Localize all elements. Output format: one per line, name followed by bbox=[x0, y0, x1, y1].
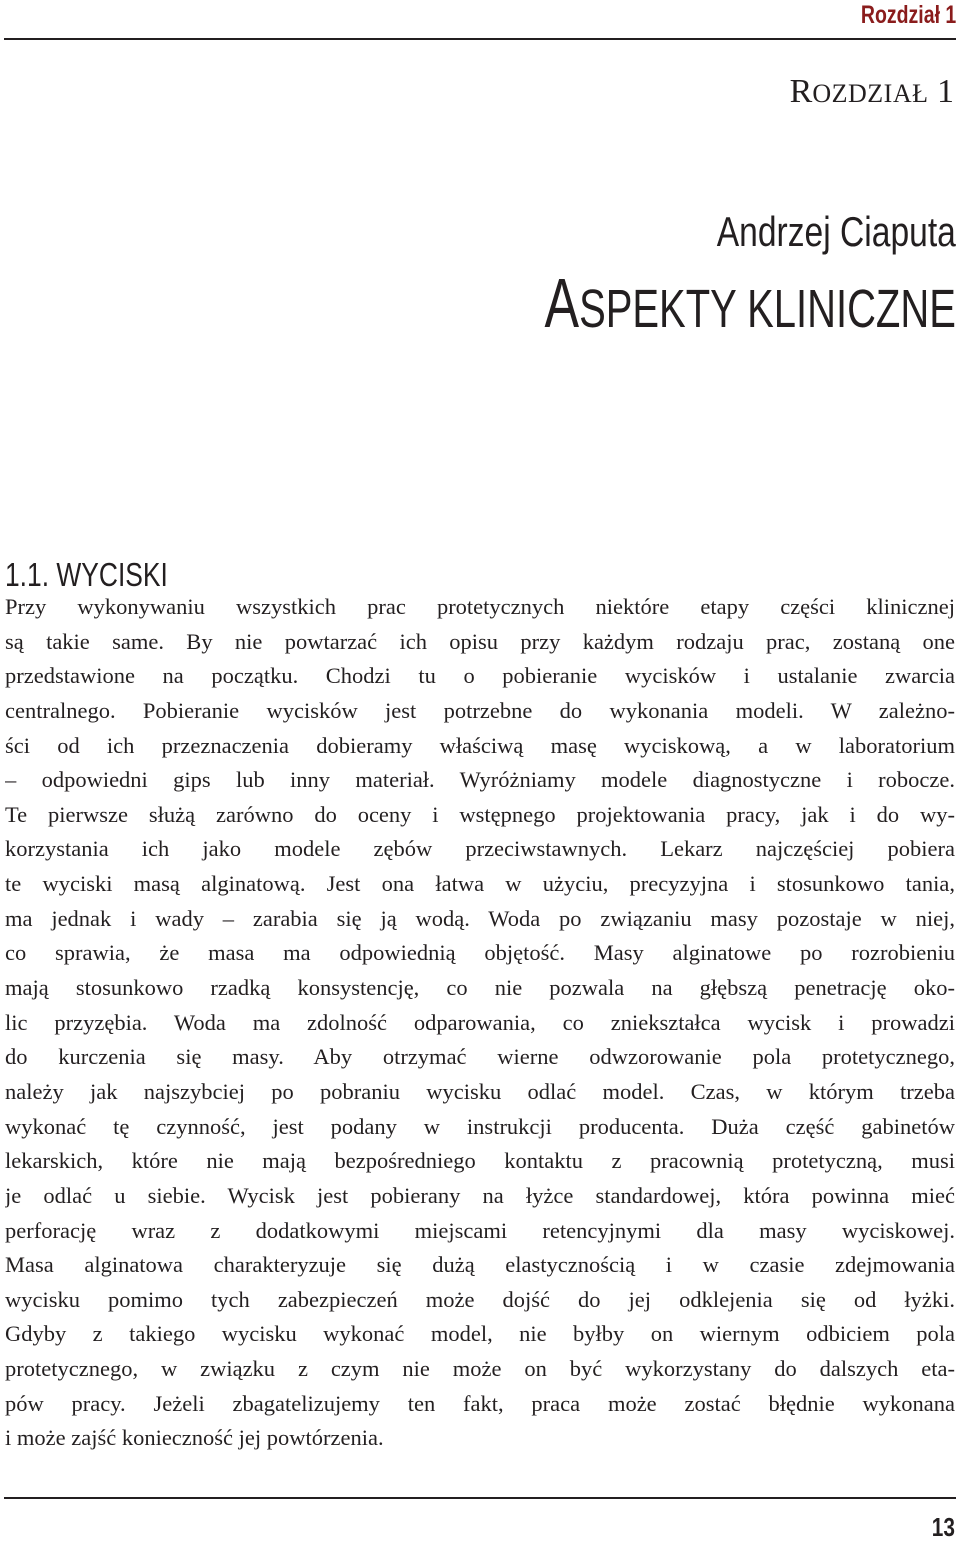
body-line: do kurczenia się masy. Aby otrzymać wierne odwzorowanie pola protetycznego, bbox=[5, 1044, 955, 1070]
chapter-author: Andrzej Ciaputa bbox=[716, 208, 956, 255]
chapter-title-initial: A bbox=[544, 264, 580, 342]
chapter-label bbox=[790, 72, 954, 114]
chapter-label-rest: OZDZIAŁ bbox=[812, 79, 929, 108]
body-line: przedstawione na początku. Chodzi tu o pobieranie wycisków i ustalanie zwarcia bbox=[5, 663, 955, 689]
chapter-title-rest: SPEKTY KLINICZNE bbox=[579, 279, 956, 339]
body-line: protetycznego, w związku z czym nie może on być wykorzystany do dalszych eta- bbox=[5, 1356, 955, 1382]
section-heading: 1.1. WYCISKI bbox=[5, 556, 168, 593]
body-line: Te pierwsze służą zarówno do oceny i wstępnego projektowania pracy, jak i do wy- bbox=[5, 801, 955, 827]
body-line: lic przyzębia. Woda ma zdolność odparowania, co zniekształca wycisk i prowadzi bbox=[5, 1009, 955, 1035]
body-paragraph bbox=[5, 590, 955, 1456]
body-line: je odlać u siebie. Wycisk jest pobierany na łyżce standardowej, która powinna mieć bbox=[5, 1182, 955, 1208]
body-line: pów pracy. Jeżeli zbagatelizujemy ten fakt, praca może zostać błędnie wykonana bbox=[5, 1390, 955, 1416]
body-line: korzystania ich jako modele zębów przeciwstawnych. Lekarz najczęściej pobiera bbox=[5, 836, 955, 862]
body-line: co sprawia, że masa ma odpowiednią objętość. Masy alginatowe po rozrobieniu bbox=[5, 940, 955, 966]
body-line: Masa alginatowa charakteryzuje się dużą elastycznością i w czasie zdejmowania bbox=[5, 1252, 955, 1278]
body-line: – odpowiedni gips lub inny materiał. Wyróżniamy modele diagnostyczne i robocze. bbox=[5, 767, 955, 793]
body-line: mają stosunkowo rzadką konsystencję, co nie pozwala na głębszą penetrację oko- bbox=[5, 975, 955, 1001]
body-line: są takie same. By nie powtarzać ich opisu przy każdym rodzaju prac, zostaną one bbox=[5, 628, 955, 654]
body-line: wycisku pomimo tych zabezpieczeń może dojść do jej odklejenia się od łyżki. bbox=[5, 1286, 955, 1312]
running-head: Rozdział 1 bbox=[860, 1, 956, 29]
chapter-title bbox=[544, 264, 956, 358]
body-line: Gdyby z takiego wycisku wykonać model, nie byłby on wiernym odbiciem pola bbox=[5, 1321, 955, 1347]
body-line: i może zajść konieczność jej powtórzenia. bbox=[5, 1425, 384, 1451]
chapter-label-initial: R bbox=[789, 73, 813, 110]
body-line: perforację wraz z dodatkowymi miejscami retencyjnymi dla masy wyciskowej. bbox=[5, 1217, 955, 1243]
body-line: Przy wykonywaniu wszystkich prac protetycznych niektóre etapy części klinicznej bbox=[5, 594, 955, 619]
body-line: te wyciski masą alginatową. Jest ona łatwa w użyciu, precyzyjna i stosunkowo tania, bbox=[5, 871, 955, 897]
body-line: wykonać tę czynność, jest podany w instrukcji producenta. Duża część gabinetów bbox=[5, 1113, 955, 1139]
body-line: ści od ich przeznaczenia dobieramy właściwą masę wyciskową, a w laboratorium bbox=[5, 732, 955, 758]
footer-rule bbox=[4, 1497, 956, 1499]
body-line: lekarskich, które nie mają bezpośredniego kontaktu z pracownią protetyczną, musi bbox=[5, 1148, 955, 1174]
header-rule bbox=[4, 38, 956, 40]
body-line: należy jak najszybciej po pobraniu wycisku odlać model. Czas, w którym trzeba bbox=[5, 1078, 955, 1104]
body-line: ma jednak i wady – zarabia się ją wodą. Woda po związaniu masy pozostaje w niej, bbox=[5, 905, 955, 931]
chapter-label-number: 1 bbox=[928, 73, 954, 110]
body-line: centralnego. Pobieranie wycisków jest potrzebne do wykonania modeli. W zależno- bbox=[5, 697, 955, 723]
page-number: 13 bbox=[931, 1512, 955, 1542]
